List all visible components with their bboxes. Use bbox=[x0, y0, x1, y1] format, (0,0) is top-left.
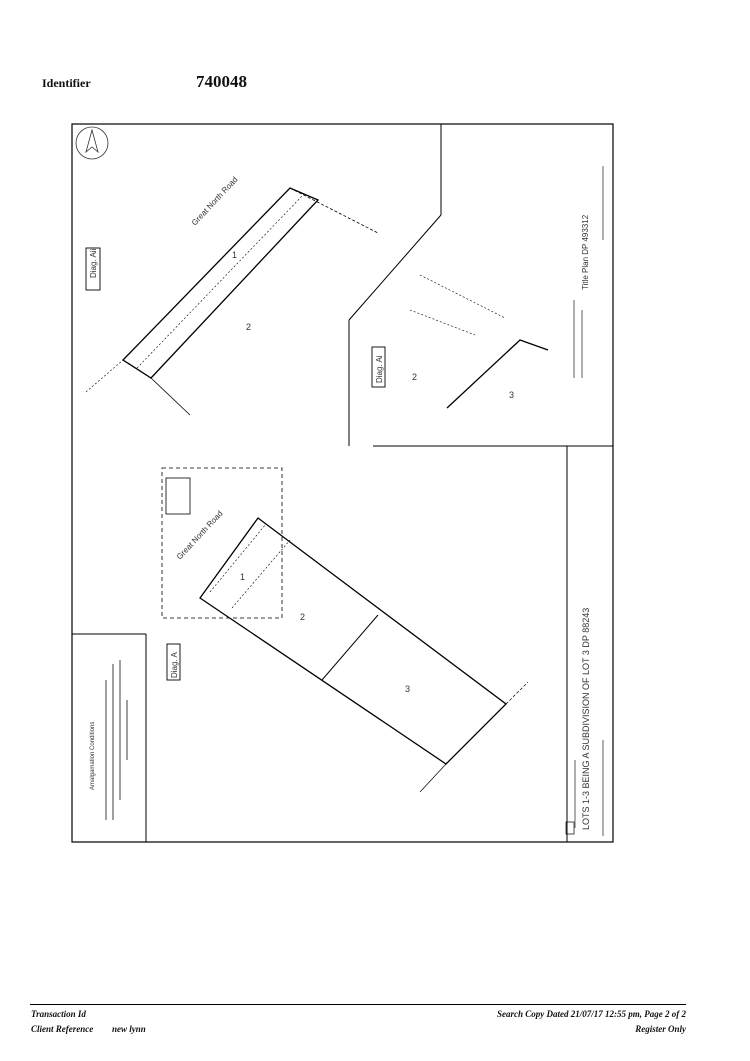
amalgamation-text-lines bbox=[106, 660, 127, 820]
footer-divider bbox=[30, 1004, 686, 1005]
lot-label: 2 bbox=[300, 612, 306, 622]
client-reference-label: Client Reference bbox=[31, 1024, 94, 1034]
register-only-label: Register Only bbox=[635, 1024, 686, 1034]
identifier-value: 740048 bbox=[196, 72, 247, 91]
amalgamation-title: Amalgamation Conditions bbox=[90, 721, 96, 790]
diag-a-label: Diag. A bbox=[170, 652, 179, 678]
title-block-text: Title Plan DP 493312 bbox=[581, 214, 590, 290]
diag-ai-label: Diag. Ai bbox=[375, 355, 384, 383]
diag-aii-label: Diag. Aii bbox=[89, 248, 98, 278]
inset-note-box bbox=[166, 478, 190, 514]
north-arrow-needle-icon bbox=[86, 130, 98, 152]
north-arrow-icon bbox=[76, 127, 108, 159]
client-reference-value: new lynn bbox=[112, 1024, 146, 1034]
diag-aii-parcel bbox=[86, 188, 378, 415]
lot-label: 1 bbox=[240, 572, 246, 582]
lot-label: 2 bbox=[412, 372, 418, 382]
lot-label: 3 bbox=[509, 390, 515, 400]
road-label-aii: Great North Road bbox=[189, 175, 240, 228]
diag-ai-parcel bbox=[410, 275, 548, 408]
lot-label: 3 bbox=[405, 684, 411, 694]
divider-line bbox=[349, 215, 441, 320]
identifier-label: Identifier bbox=[42, 76, 91, 90]
lot-label: 1 bbox=[232, 250, 238, 260]
plan-title: LOTS 1-3 BEING A SUBDIVISION OF LOT 3 DP 88243 bbox=[581, 607, 591, 830]
road-label-a: Great North Road bbox=[174, 509, 225, 562]
inset-boundary bbox=[162, 468, 282, 618]
diag-a-parcel bbox=[200, 518, 528, 792]
lot-label: 2 bbox=[246, 322, 252, 332]
search-copy-dated: Search Copy Dated 21/07/17 12:55 pm, Page 2 of 2 bbox=[497, 1009, 686, 1019]
plan-frame bbox=[72, 124, 613, 842]
transaction-id-label: Transaction Id bbox=[31, 1009, 86, 1019]
